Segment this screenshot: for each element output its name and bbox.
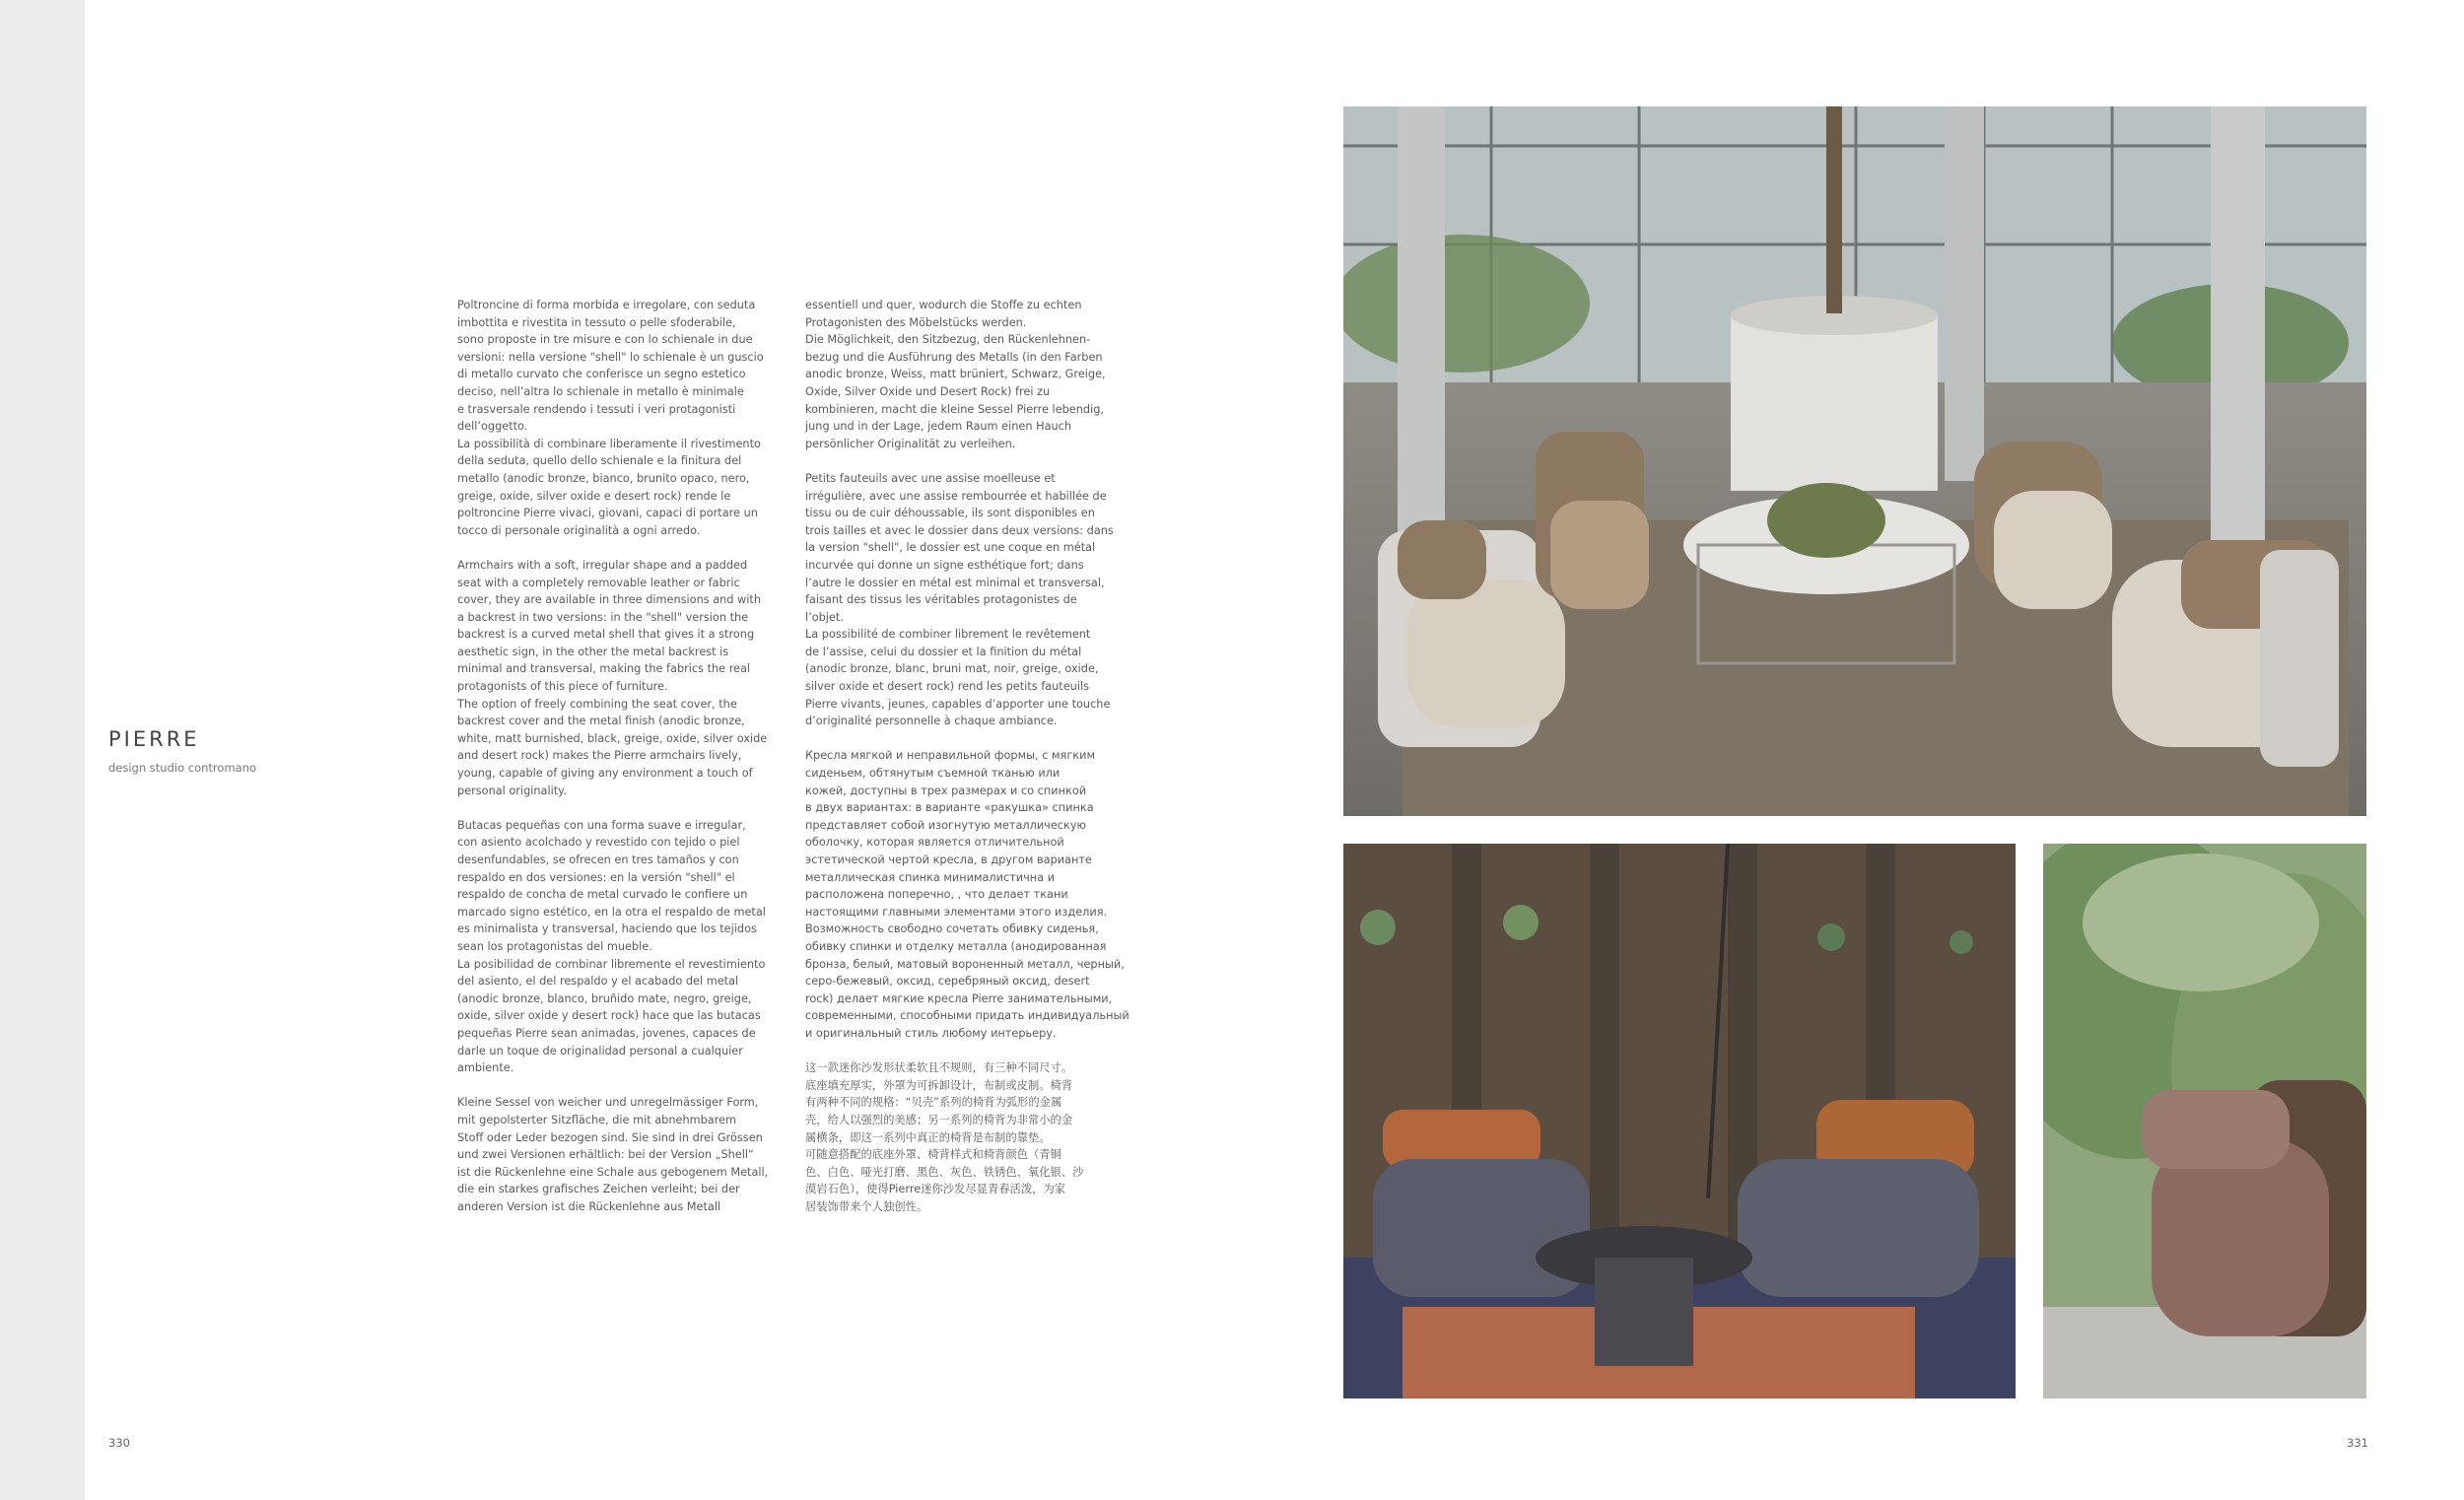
page-gutter (0, 0, 85, 1500)
text-column-left (457, 297, 787, 1233)
garden-photo (2043, 844, 2366, 1398)
text-paragraph-french: Petits fauteuils avec une assise moelleuse et irrégulière, avec une assise rembourrée et habillée de tissu ou de cuir déhoussable, ils sont disponibles en trois tailles et avec le dossier dans deux versions: dans la version "shell", le dossier est une coque en métal incurvée qui donne un signe esthétique fort; dans l’autre le dossier en métal est minimal et transversal, faisant des tissus les véritables protagonistes de l’objet. La possibilité de combiner librement le revêtement de l’assise, celui du dossier et la finition du métal (anodic bronze, blanc, bruni mat, noir, greige, oxide, silver oxide et desert rock) rend les petits fauteuils Pierre vivants, jeunes, capables d’apporter une touche d’originalité personnelle à chaque ambiance. (805, 471, 1114, 728)
text-paragraph-spanish: Butacas pequeñas con una forma suave e irregular, con asiento acolchado y revestido con tejido o piel desenfundables, se ofrecen en tres tamaños y con respaldo en dos versiones: en la versión "shell" el respaldo de concha de metal curvado le confiere un marcado signo estético, en la otra el respaldo de metal es minimalista y transversal, haciendo que los tejidos sean los protagonistas del mueble. La posibilidad de combinar libremente el revestimiento del asiento, el del respaldo y el acabado del metal (anodic bronze, blanco, bruñido mate, negro, greige, oxide, silver oxide y desert rock) hace que las butacas pequeñas Pierre sean animadas, jovenes, capaces de darle un toque de originalidad personal a cualquier ambiente. (457, 818, 766, 1075)
page-number-left: 330 (108, 1436, 130, 1450)
text-paragraph-german-cont: essentiell und quer, wodurch die Stoffe zu echten Protagonisten des Möbelstücks werden. Die Möglichkeit, den Sitzbezug, den Rückenlehnen- bezug und die Ausführung des Metalls (in den Farben anodic bronze, Weiss, matt brüniert, Schwarz, Greige, Oxide, Silver Oxide und Desert Rock) frei zu kombinieren, macht die kleine Sessel Pierre lebendig, jung und in der Lage, jedem Raum einen Hauch persönlicher Originalität zu verleihen. (805, 299, 1106, 450)
product-title: PIERRE (108, 727, 200, 751)
text-paragraph-german: Kleine Sessel von weicher und unregelmässiger Form, mit gepolsterter Sitzfläche, die mit abnehmbarem Stoff oder Leder bezogen sind. Sie sind in drei Grössen und zwei Versionen erhältlich: bei der Version „Shell“ ist die Rückenlehne eine Schale aus gebogenem Metall, die ein starkes grafisches Zeichen verleiht; bei der anderen Version ist die Rückenlehne aus Metall (457, 1096, 769, 1213)
hero-photo (1343, 106, 2366, 816)
lounge-photo (1343, 844, 2016, 1398)
page-number-right: 331 (2347, 1436, 2368, 1450)
product-designer: design studio contromano (108, 761, 257, 775)
text-paragraph-english: Armchairs with a soft, irregular shape and a padded seat with a completely removable leather or fabric cover, they are available in three dimensions and with a backrest in two versions: in the "shell" version the backrest is a curved metal shell that gives it a strong aesthetic sign, in the other the metal backrest is minimal and transversal, making the fabrics the real protagonists of this piece of furniture. The option of freely combining the seat cover, the backrest cover and the metal finish (anodic bronze, white, matt burnished, black, greige, oxide, silver oxide and desert rock) makes the Pierre armchairs lively, young, capable of giving any environment a touch of personal originality. (457, 558, 768, 797)
text-paragraph-chinese: 这一款迷你沙发形状柔软且不规则，有三种不同尺寸。 底座填充厚实，外罩为可拆卸设计，布制或皮制。椅背 有两种不同的规格：“贝壳”系列的椅背为弧形的金属 壳，给人以强烈的美感；另一系列的椅背为非常小的金 属横条，即这一系列中真正的椅背是布制的靠垫。 可随意搭配的底座外罩、椅背样式和椅背颜色（青铜 色、白色、哑光打磨、黑色、灰色、铁锈色、氧化银、沙 漠岩石色），使得Pierre迷你沙发尽显青春活泼，为家 居装饰带来个人独创性。 (805, 1061, 1084, 1213)
text-paragraph-russian: Кресла мягкой и неправильной формы, с мягким сиденьем, обтянутым съемной тканью или кожей, доступны в трех размерах и со спинкой в двух вариантах: в варианте «ракушка» спинка представляет собой изогнутую металлическую оболочку, которая является отличительной эстетической чертой кресла, в другом варианте металлическая спинка минималистична и расположена поперечно, , что делает ткани настоящими главными элементами этого изделия. Возможность свободно сочетать обивку сиденья, обивку спинки и отделку металла (анодированная бронза, белый, матовый вороненный металл, черный, серо-бежевый, оксид, серебряный оксид, desert rock) делает мягкие кресла Pierre занимательными, современными, способными придать индивидуальный и оригинальный стиль любому интерьеру. (805, 749, 1129, 1040)
product-heading (108, 727, 256, 775)
text-paragraph-italian: Poltroncine di forma morbida e irregolare, con seduta imbottita e rivestita in tessuto o pelle sfoderabile, sono proposte in tre misure e con lo schienale in due versioni: nella versione "shell" lo schienale è un guscio di metallo curvato che conferisce un segno estetico deciso, nell’altra lo schienale in metallo è minimale e trasversale rendendo i tessuti i veri protagonisti dell’oggetto. La possibilità di combinare liberamente il rivestimento della seduta, quello dello schienale e la finitura del metallo (anodic bronze, bianco, brunito opaco, nero, greige, oxide, silver oxide e desert rock) rende le poltroncine Pierre vivaci, giovani, capaci di portare un tocco di personale originalità a ogni arredo. (457, 299, 764, 537)
text-column-right (805, 297, 1135, 1233)
